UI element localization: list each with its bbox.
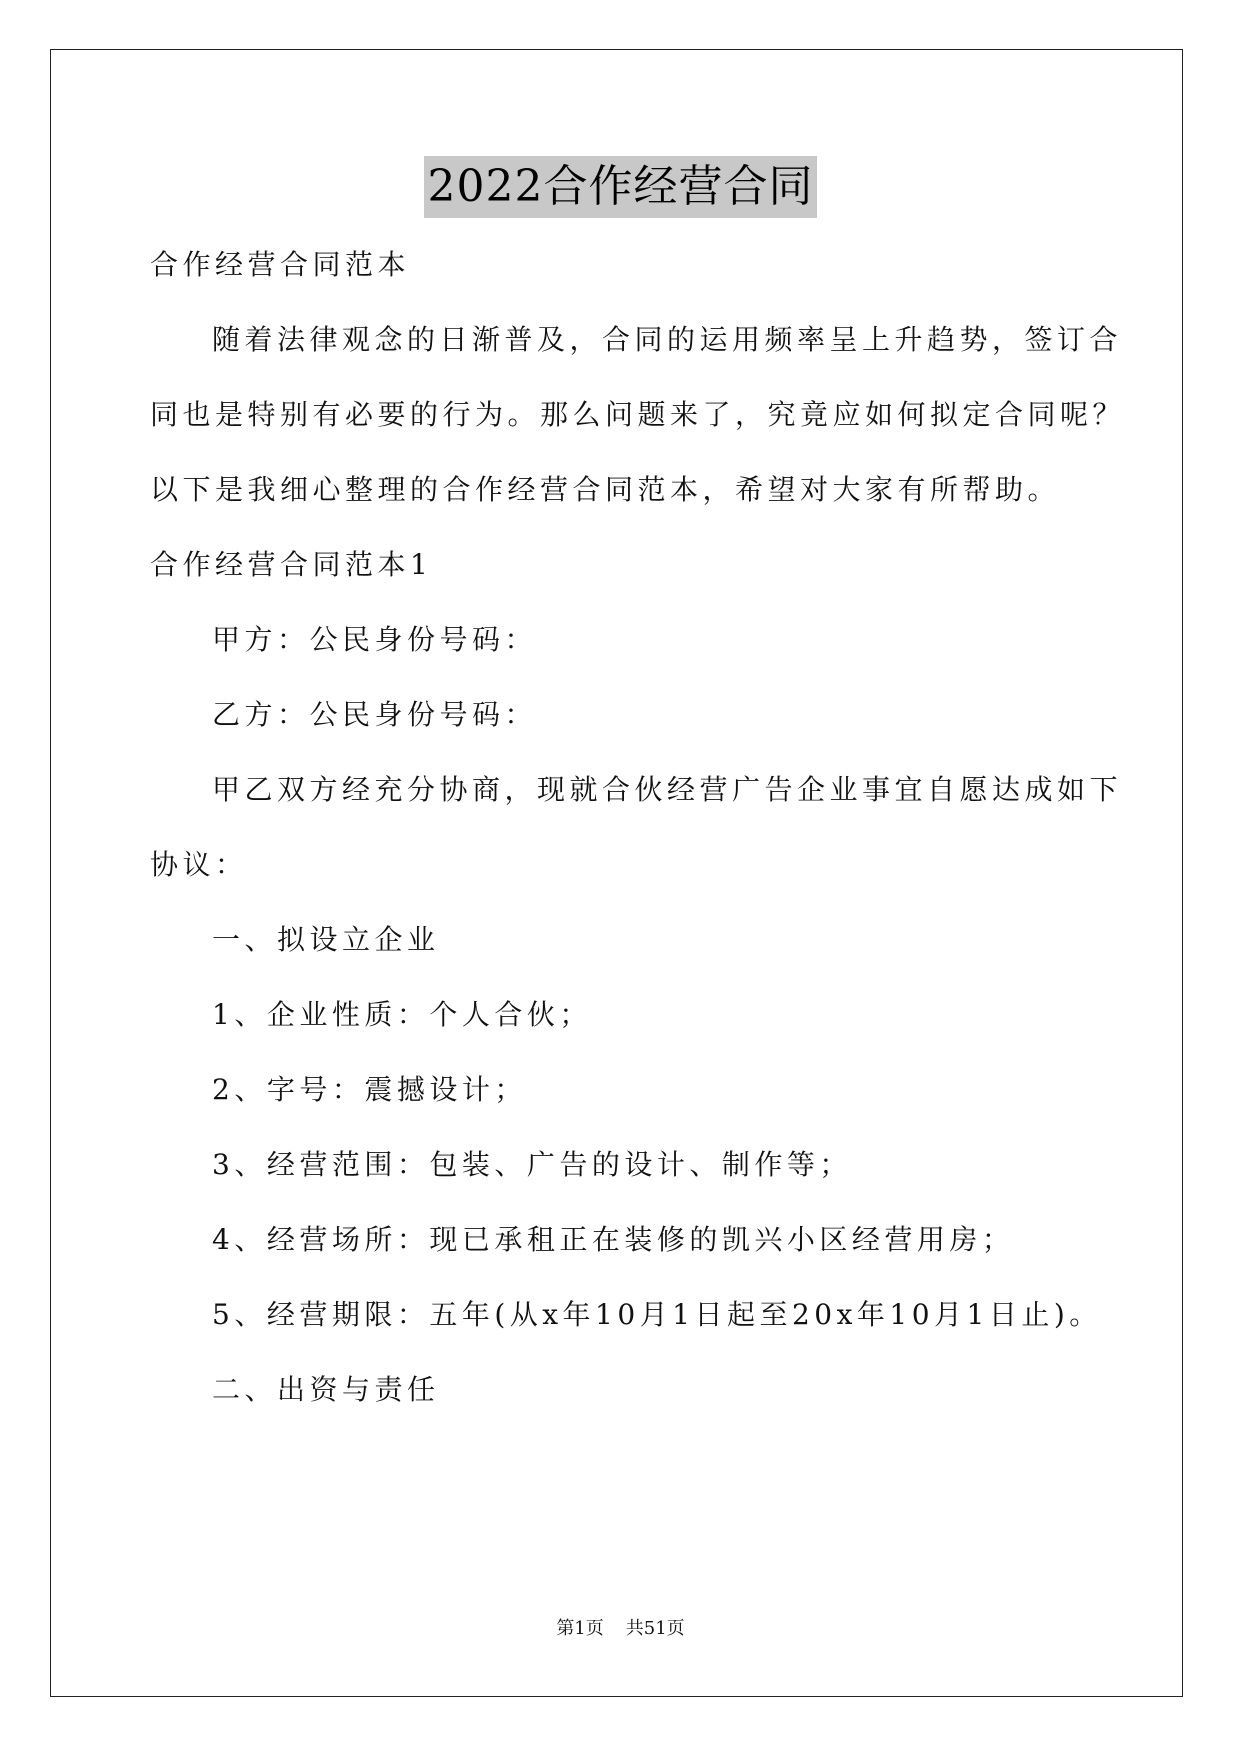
clause-item: 2、字号：震撼设计；: [212, 1073, 527, 1106]
clause-item: 3、经营范围：包装、广告的设计、制作等；: [212, 1148, 852, 1181]
clause-item: 5、经营期限：五年(从x年10月1日起至20x年10月1日止)。: [212, 1298, 1102, 1331]
clause-item: 4、经营场所：现已承租正在装修的凯兴小区经营用房；: [212, 1223, 1015, 1256]
clause-heading: 二、出资与责任: [212, 1373, 440, 1406]
title-container: [0, 156, 1241, 218]
paragraph-line: 以下是我细心整理的合作经营合同范本，希望对大家有所帮助。: [150, 473, 1061, 506]
clause-heading: 一、拟设立企业: [212, 923, 440, 956]
paragraph-line: 同也是特别有必要的行为。那么问题来了，究竟应如何拟定合同呢？: [150, 398, 1126, 431]
party-b-line: 乙方：公民身份号码：: [212, 698, 538, 731]
document-title: 2022合作经营合同: [424, 156, 818, 218]
paragraph-line: 甲乙双方经充分协商，现就合伙经营广告企业事宜自愿达成如下: [212, 773, 1123, 806]
total-page-count: 共51页: [625, 1618, 685, 1639]
current-page-number: 第1页: [556, 1618, 604, 1639]
paragraph-line: 协议：: [150, 848, 248, 881]
page-footer: [0, 1617, 1241, 1641]
section-heading: 合作经营合同范本1: [150, 548, 433, 581]
party-a-line: 甲方：公民身份号码：: [212, 623, 538, 656]
clause-item: 1、企业性质：个人合伙；: [212, 998, 592, 1031]
section-heading: 合作经营合同范本: [150, 248, 411, 281]
paragraph-line: 随着法律观念的日渐普及，合同的运用频率呈上升趋势，签订合: [212, 323, 1123, 356]
